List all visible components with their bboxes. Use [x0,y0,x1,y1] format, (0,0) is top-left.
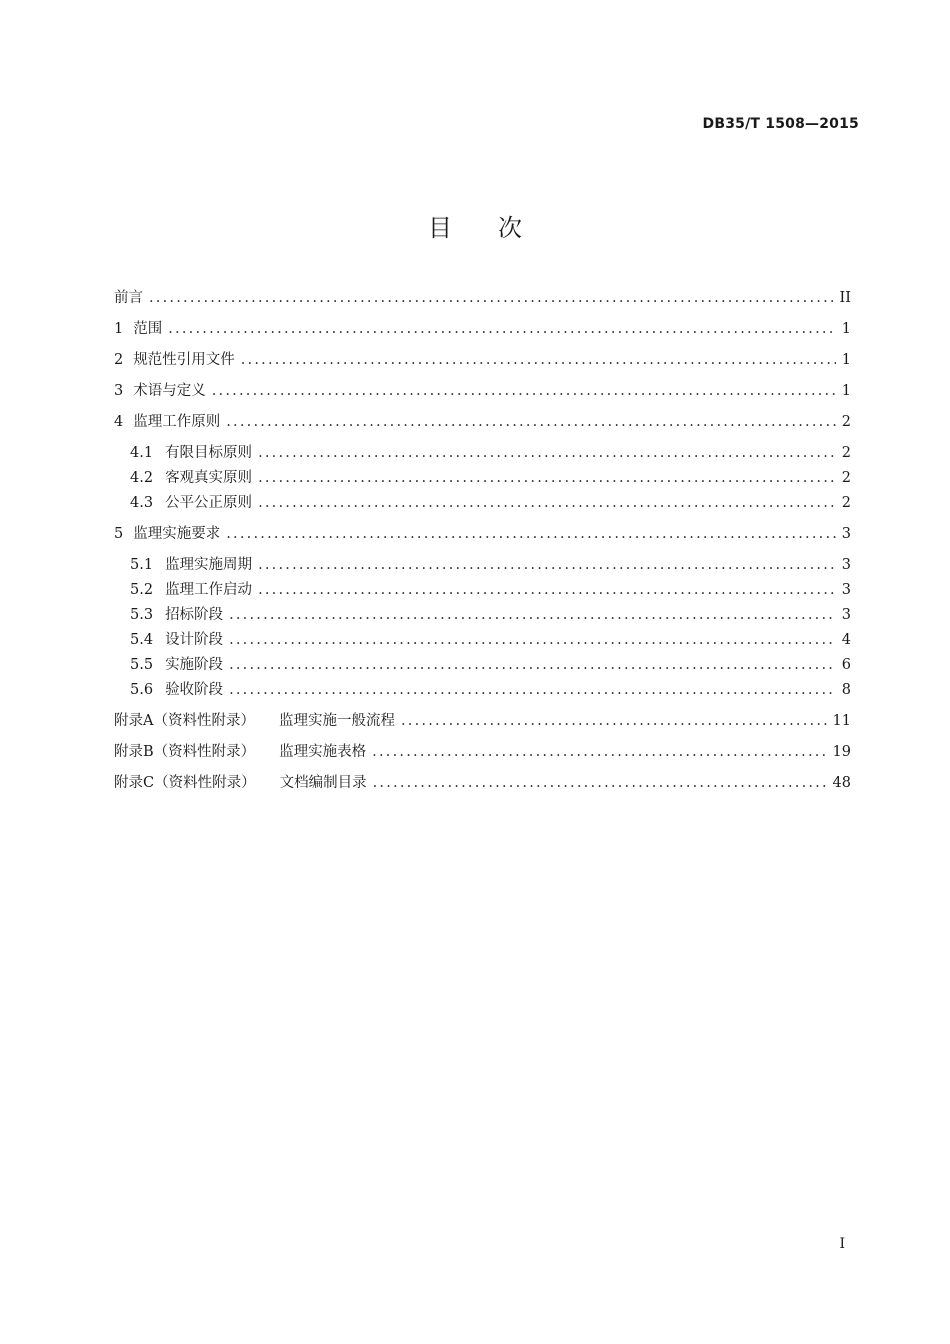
dot-leader [229,653,836,678]
toc-title: 目次 [428,214,568,242]
toc-entry-page: 4 [841,632,851,648]
toc-entry-number: 2 [114,352,124,368]
toc-entry-title: 有限目标原则 [165,445,253,461]
toc-entry-page: 2 [841,414,851,430]
dot-leader [401,709,827,734]
toc-entry-page: 1 [841,383,851,399]
toc-entry-2[interactable] [114,348,851,373]
dot-leader [258,491,836,516]
toc-entry-page: 48 [832,775,851,791]
toc-entry-title: 客观真实原则 [165,470,253,486]
toc-entry-page: 6 [841,657,851,673]
toc-entry-page: 3 [841,582,851,598]
toc-entry-title: 监理实施表格 [279,744,367,760]
dot-leader [372,740,826,765]
toc-entry-page: 19 [832,744,851,760]
toc-entry-number: 5.6 [130,682,154,698]
toc-entry-3[interactable] [114,379,851,404]
toc-entry-title: 监理工作启动 [165,582,253,598]
toc-entry-4-1[interactable] [114,441,851,466]
toc-entry-number: 5.3 [130,607,154,623]
toc-entry-number: 附录A（资料性附录） [114,713,255,729]
dot-leader [229,628,836,653]
dot-leader [226,410,836,435]
toc-entry-title: 规范性引用文件 [133,352,235,368]
toc-entry-page: 8 [841,682,851,698]
toc-entry-number: 5.1 [130,557,154,573]
dot-leader [168,317,836,342]
toc-entry-page: 2 [841,470,851,486]
toc-entry-number: 附录C（资料性附录） [114,775,256,791]
toc-entry-number: 5.2 [130,582,154,598]
toc-entry-page: 3 [841,526,851,542]
toc-entry-number: 4.1 [130,445,154,461]
toc-entry-appendix-c[interactable] [114,771,851,796]
toc-entry-title: 前言 [114,290,143,306]
toc-entry-page: 11 [832,713,851,729]
dot-leader [258,553,836,578]
toc-entry-appendix-b[interactable] [114,740,851,765]
toc-entry-title: 实施阶段 [165,657,224,673]
toc-entry-5[interactable] [114,522,851,547]
dot-leader [258,466,836,491]
toc-entry-5-3[interactable] [114,603,851,628]
toc-entry-page: 1 [841,321,851,337]
toc-entry-title: 文档编制目录 [279,775,367,791]
dot-leader [226,522,836,547]
toc-entry-title: 公平公正原则 [165,495,253,511]
toc-entry-title: 验收阶段 [165,682,224,698]
toc-entry-title: 监理实施一般流程 [278,713,395,729]
toc-entry-number: 附录B（资料性附录） [114,744,256,760]
document-id: DB35/T 1508—2015 [702,116,859,132]
toc-entry-page: 2 [841,445,851,461]
dot-leader [149,286,834,311]
page-number: I [839,1236,845,1252]
toc-entry-number: 5.4 [130,632,154,648]
toc-entry-number: 4.2 [130,470,154,486]
toc-entry-4-2[interactable] [114,466,851,491]
toc-entry-page: 2 [841,495,851,511]
toc-entry-title: 术语与定义 [133,383,206,399]
dot-leader [229,678,836,703]
toc-entry-title: 监理工作原则 [133,414,221,430]
toc-entry-title: 监理实施要求 [133,526,221,542]
toc-entry-4-3[interactable] [114,491,851,516]
toc-entry-page: 3 [841,607,851,623]
dot-leader [258,578,836,603]
toc-entry-5-5[interactable] [114,653,851,678]
toc-entry-1[interactable] [114,317,851,342]
toc-entry-title: 招标阶段 [165,607,224,623]
toc-entry-title: 设计阶段 [165,632,224,648]
dot-leader [212,379,836,404]
toc-entry-number: 5.5 [130,657,154,673]
toc-entry-number: 3 [114,383,124,399]
toc-entry-title: 监理实施周期 [165,557,253,573]
dot-leader [241,348,836,373]
dot-leader [258,441,836,466]
dot-leader [373,771,827,796]
toc-entry-appendix-a[interactable] [114,709,851,734]
table-of-contents [114,286,851,796]
toc-entry-number: 1 [114,321,124,337]
toc-entry-foreword[interactable] [114,286,851,311]
toc-entry-page: 1 [841,352,851,368]
dot-leader [229,603,836,628]
toc-entry-page: 3 [841,557,851,573]
toc-entry-title: 范围 [133,321,163,337]
toc-entry-number: 4.3 [130,495,154,511]
toc-entry-page: II [839,290,851,306]
toc-entry-number: 5 [114,526,124,542]
toc-entry-number: 4 [114,414,124,430]
toc-entry-5-4[interactable] [114,628,851,653]
toc-entry-5-2[interactable] [114,578,851,603]
toc-entry-4[interactable] [114,410,851,435]
toc-entry-5-1[interactable] [114,553,851,578]
toc-entry-5-6[interactable] [114,678,851,703]
